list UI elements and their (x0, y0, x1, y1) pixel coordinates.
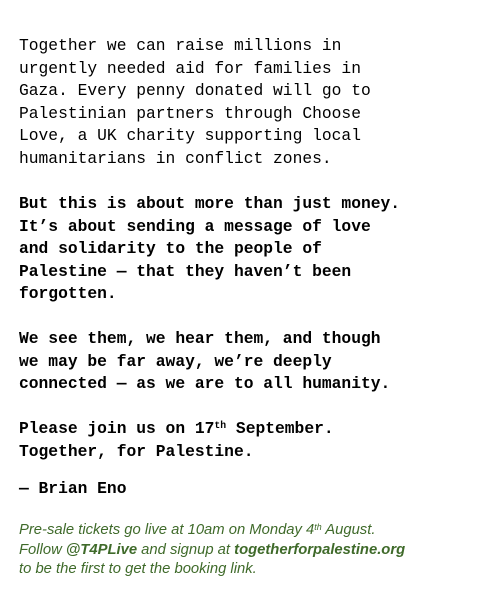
paragraph-message: But this is about more than just money. It’s about sending a message of love and solidarity to the people of Palestine — that they haven’t been forgotten. (19, 194, 401, 304)
website-link[interactable]: togetherforpalestine.org (234, 541, 406, 558)
promo-booking-text: to be the first to get the booking link. (19, 561, 257, 578)
date-ordinal-suffix: th (214, 420, 227, 432)
promo-tickets-text: Pre-sale tickets go live at 10am on Monday 4 (19, 522, 315, 538)
signature: — Brian Eno (19, 479, 127, 498)
promo-ordinal-suffix: th (314, 521, 322, 532)
paragraph-connection: We see them, we hear them, and though we may be far away, we’re deeply connected — as we are to all humanity. (19, 329, 391, 394)
invitation-month-text: September. (226, 419, 334, 438)
paragraph-invitation (19, 418, 474, 463)
promo-follow-text: Follow (19, 541, 66, 558)
promo-notice (19, 521, 474, 580)
social-handle-link[interactable]: @T4PLive (65, 541, 138, 558)
promo-month-text: August. (321, 522, 376, 538)
promo-signup-text: and signup at (137, 541, 235, 558)
invitation-closing-text: Together, for Palestine. (19, 441, 254, 461)
invitation-date-text: Please join us on 17 (19, 419, 215, 438)
paragraph-fundraising: Together we can raise millions in urgently needed aid for families in Gaza. Every penny donated will go to Palestinian partners through Choose Love, a UK charity supporting local humanitarians in conflict zones. (19, 36, 371, 168)
